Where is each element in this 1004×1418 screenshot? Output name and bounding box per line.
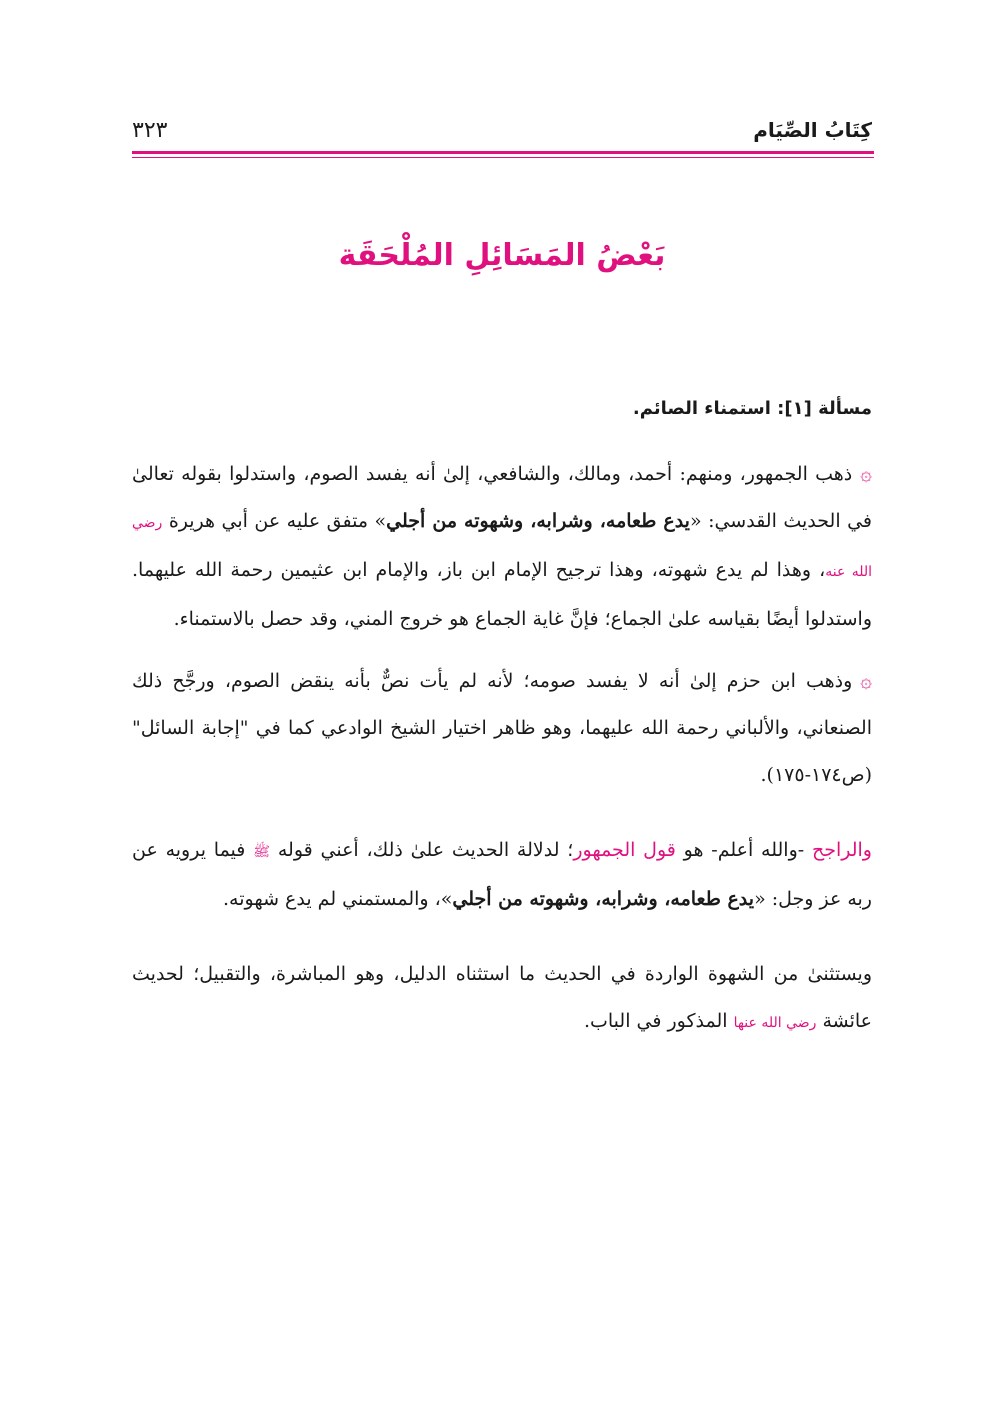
majority-label: قول الجمهور [573,839,676,861]
paragraph-majority-view: ۞ذهب الجمهور، ومنهم: أحمد، ومالك، والشافعي، إلىٰ أنه يفسد الصوم، واستدلوا بقوله تعالىٰ في الحديث القدسي: «يدع طعامه، وشرابه، وشهوته من أجلي» متفق عليه عن أبي هريرة رضي الله عنه، وهذا لم يدع شهوته، وهذا ترجيح الإمام ابن باز، والإمام ابن عثيمين رحمة الله عليهما. واستدلوا أيضًا بقياسه علىٰ الجماع؛ فإنَّ غاية الجماع هو خروج المني، وقد حصل بالاستمناء. [132,461,872,630]
salawat-glyph: ﷺ [253,844,271,860]
question-title: استمناء الصائم. [632,398,771,419]
preferred-label: والراجح [811,839,872,861]
flower-bullet-icon: ۞ [860,461,872,485]
honorific-glyph: رضي الله عنه [132,515,872,580]
body-text [132,385,872,1061]
page-number: ٣٢٣ [132,117,168,143]
header-rule-thick [132,151,874,154]
header-rule-thin [132,157,874,158]
hadith-quote: يدع طعامه، وشرابه، وشهوته من أجلي [386,510,690,532]
paragraph-ibn-hazm-view: ۞وذهب ابن حزم إلىٰ أنه لا يفسد صومه؛ لأنه لم يأت نصٌّ بأنه ينقض الصوم، ورجَّح ذلك الصنعاني، والألباني رحمة الله عليهما، وهو ظاهر اختيار الشيخ الوادعي كما في "إجابة السائل" (ص١٧٤-١٧٥). [132,668,872,786]
flower-bullet-icon: ۞ [860,668,872,692]
book-title: كِتَابُ الصِّيَام [753,118,872,142]
paragraph-preferred-view: والراجح -والله أعلم- هو قول الجمهور؛ لدلالة الحديث علىٰ ذلك، أعني قوله ﷺ فيما يرويه عن ربه عز وجل: «يدع طعامه، وشرابه، وشهوته من أجلي»، والمستمني لم يدع شهوته. [132,839,872,910]
running-header [132,112,872,148]
question-label: مسألة [١]: [777,398,872,419]
honorific-glyph: رضي الله عنها [733,1015,817,1031]
question-heading [132,385,872,432]
paragraph-exception: ويستثنىٰ من الشهوة الواردة في الحديث ما استثناه الدليل، وهو المباشرة، والتقبيل؛ لحديث عائشة رضي الله عنها المذكور في الباب. [132,963,872,1032]
hadith-quote: يدع طعامه، وشرابه، وشهوته من أجلي [452,888,755,910]
chapter-title: بَعْضُ المَسَائِلِ المُلْحَقَة [338,238,666,273]
